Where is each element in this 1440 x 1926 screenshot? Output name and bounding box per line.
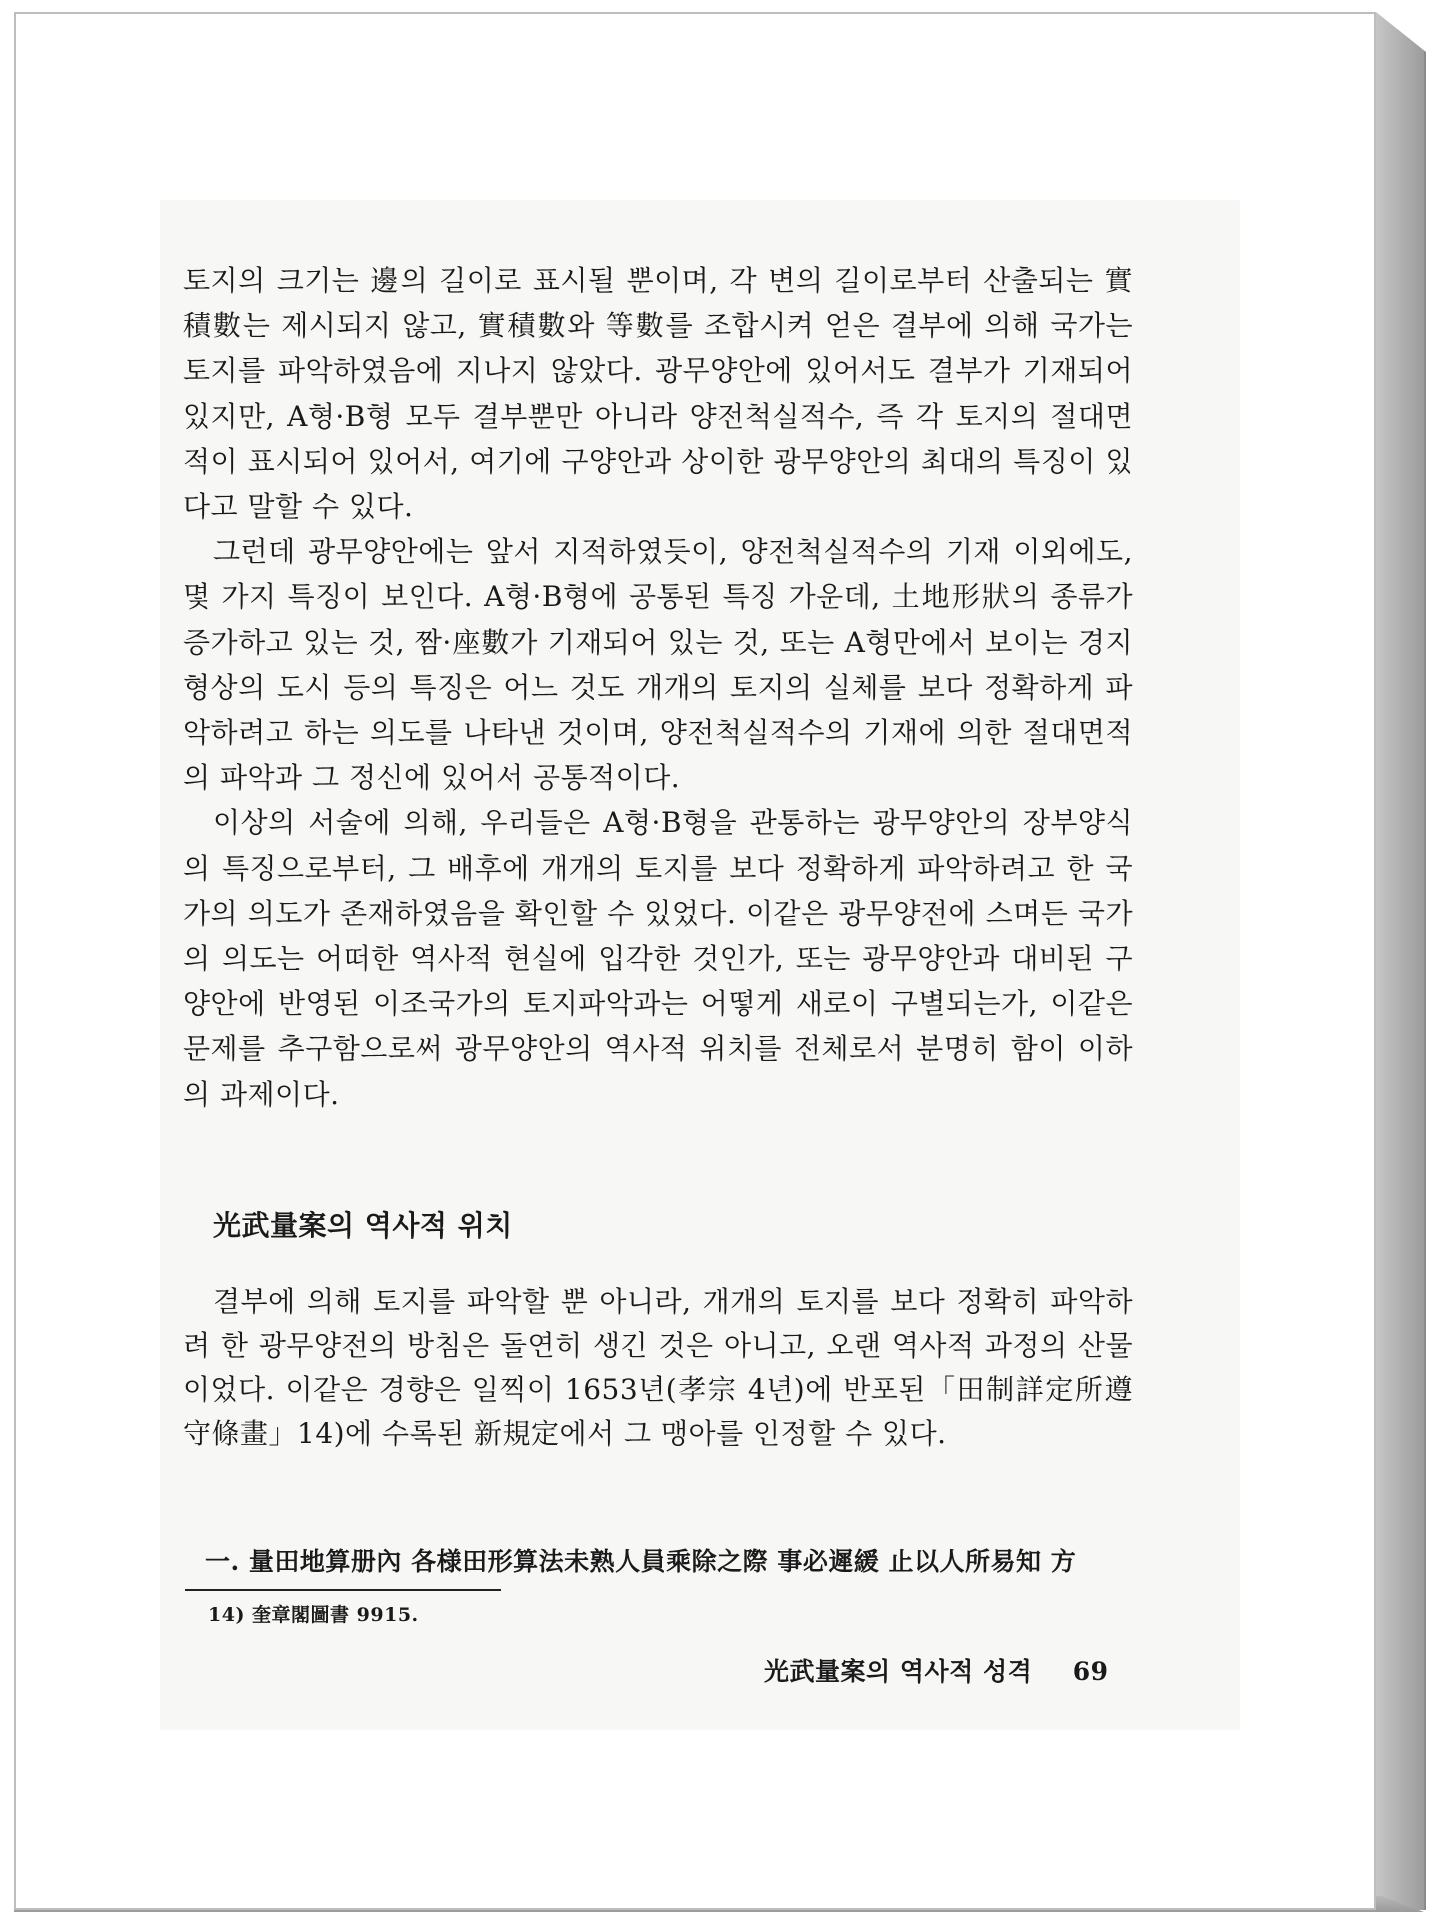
paragraph-2: 그런데 광무양안에는 앞서 지적하였듯이, 양전척실적수의 기재 이외에도, 몇 가지 특징이 보인다. A형·B형에 공통된 특징 가운데, 土地形狀의 종류가 증가하고 있는 것, 짬·座數가 기재되어 있는 것, 또는 A형만에서 보이는 경지 형상의 도시 등의 특징은 어느 것도 개개의 토지의 실체를 보다 정확하게 파악하려고 하는 의도를 나타낸 것이며, 양전척실적수의 기재에 의한 절대면적의 파악과 그 정신에 있어서 공통적이다. [183, 535, 1133, 795]
footnote-divider [185, 1589, 501, 1591]
footnote: 14) 奎章閣圖書 9915. [208, 1604, 419, 1626]
page-edge-right [1376, 12, 1426, 1910]
section-title: 光武量案의 역사적 위치 [213, 1209, 513, 1242]
body-text [183, 258, 1133, 1117]
section-paragraph: 결부에 의해 토지를 파악할 뿐 아니라, 개개의 토지를 보다 정확히 파악하려 한 광무양전의 방침은 돌연히 생긴 것은 아니고, 오랜 역사적 과정의 산물이었다. 이같은 경향은 일찍이 1653년(孝宗 4년)에 반포된「田制詳定所遵守條畫」14)에 수록된 新規定에서 그 맹아를 인정할 수 있다. [183, 1285, 1133, 1450]
classical-quote: 一. 量田地算册內 各様田形算法未熟人員乘除之際 事必遲緩 止以人所易知 方 [205, 1547, 1077, 1576]
running-title: 光武量案의 역사적 성격 [764, 1657, 1033, 1686]
paragraph-3: 이상의 서술에 의해, 우리들은 A형·B형을 관통하는 광무양안의 장부양식의 특징으로부터, 그 배후에 개개의 토지를 보다 정확하게 파악하려고 한 국가의 의도가 존재하였음을 확인할 수 있었다. 이같은 광무양전에 스며든 국가의 의도는 어떠한 역사적 현실에 입각한 것인가, 또는 광무양안과 대비된 구양안에 반영된 이조국가의 토지파악과는 어떻게 새로이 구별되는가, 이같은 문제를 추구함으로써 광무양안의 역사적 위치를 전체로서 분명히 함이 이하의 과제이다. [183, 806, 1133, 1111]
page-number: 69 [1072, 1657, 1109, 1686]
paragraph-1: 토지의 크기는 邊의 길이로 표시될 뿐이며, 각 변의 길이로부터 산출되는 實積數는 제시되지 않고, 實積數와 等數를 조합시켜 얻은 결부에 의해 국가는 토지를 파악하였음에 지나지 않았다. 광무양안에 있어서도 결부가 기재되어 있지만, A형·B형 모두 결부뿐만 아니라 양전척실적수, 즉 각 토지의 절대면적이 표시되어 있어서, 여기에 구양안과 상이한 광무양안의 최대의 특징이 있다고 말할 수 있다. [183, 264, 1133, 524]
page-footer [764, 1652, 1109, 1688]
section-body [183, 1280, 1133, 1456]
